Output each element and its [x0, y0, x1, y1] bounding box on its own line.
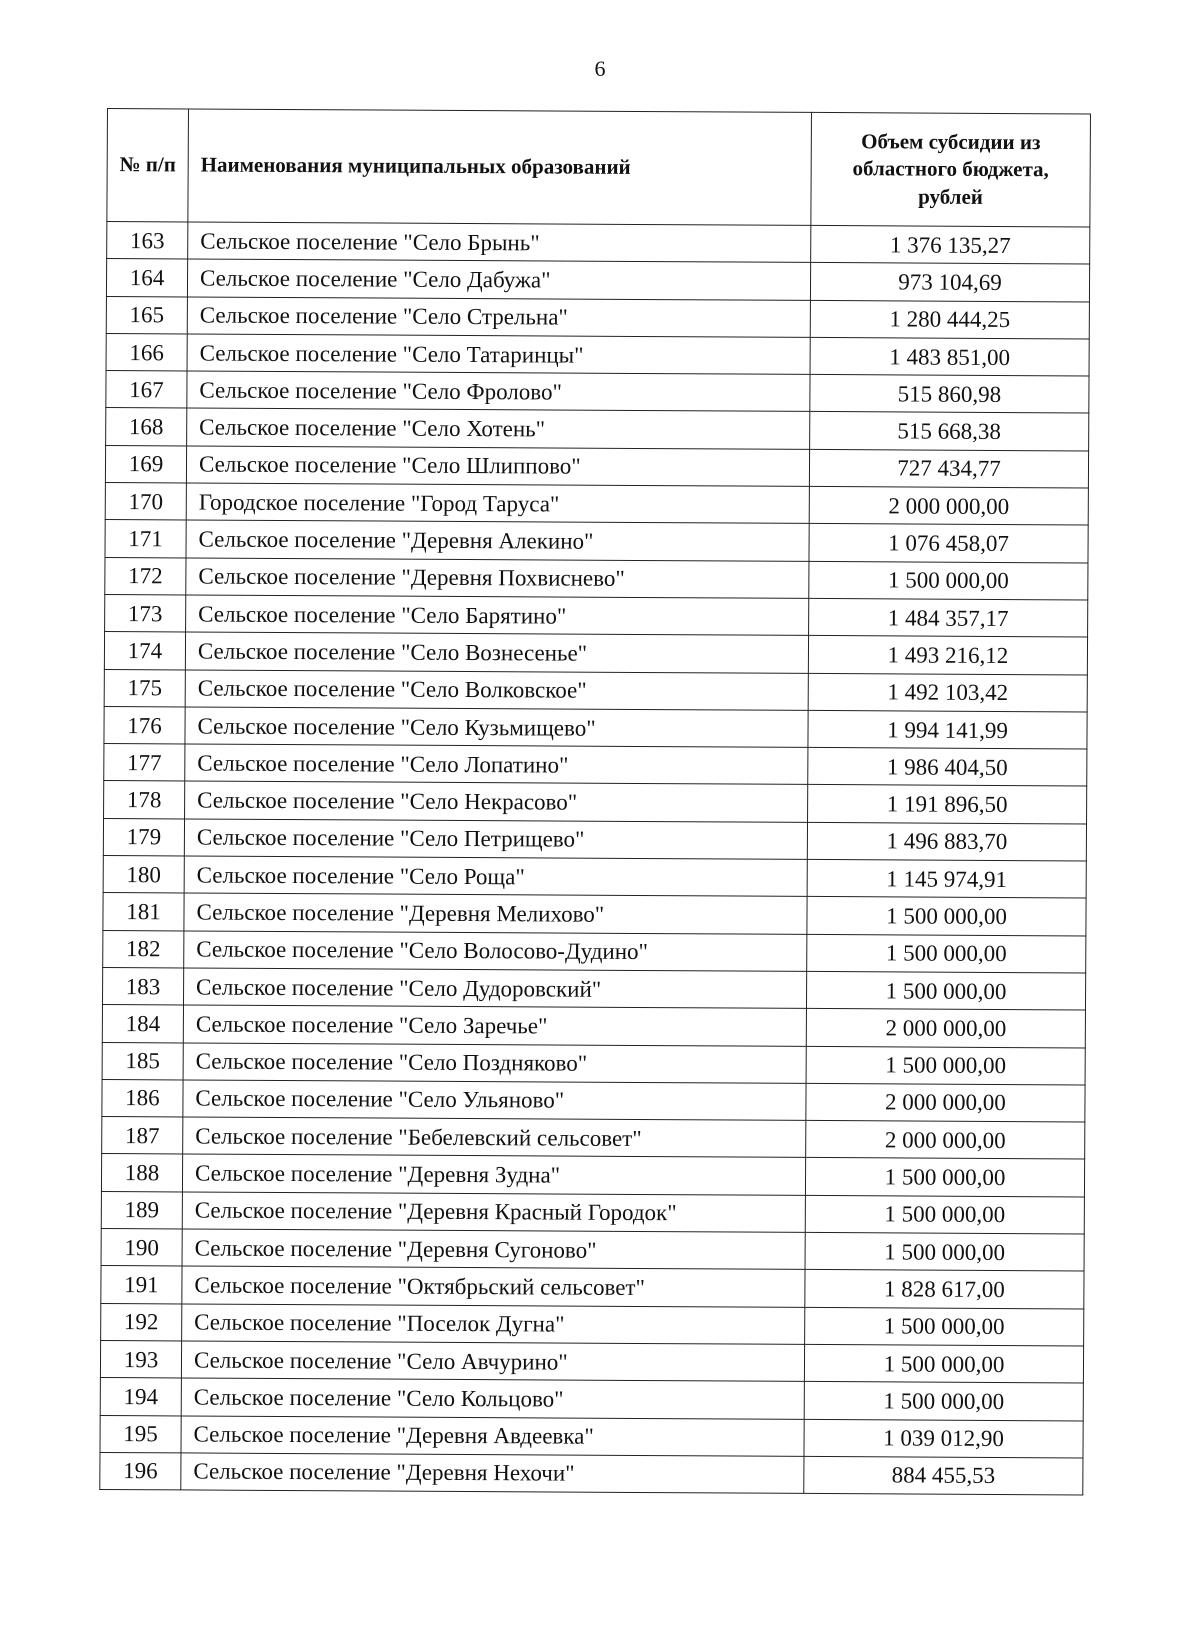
municipality-name: Сельское поселение "Село Шлиппово"	[186, 446, 809, 487]
municipality-name: Сельское поселение "Село Заречье"	[183, 1005, 806, 1046]
table-row	[106, 296, 1089, 339]
municipality-name: Сельское поселение "Село Лопатино"	[185, 744, 808, 785]
subsidy-amount: 1 483 851,00	[810, 337, 1089, 376]
row-number: 179	[103, 818, 184, 856]
row-number: 181	[103, 893, 184, 931]
table-body	[100, 222, 1090, 1496]
row-number: 192	[101, 1303, 182, 1341]
municipality-name: Сельское поселение "Деревня Красный Городок"	[182, 1192, 805, 1233]
subsidy-amount: 1 500 000,00	[805, 1307, 1084, 1346]
table-row	[101, 1229, 1084, 1272]
row-number: 187	[102, 1117, 183, 1155]
subsidy-amount: 2 000 000,00	[806, 1083, 1085, 1122]
municipality-name: Сельское поселение "Село Дабужа"	[187, 259, 810, 300]
table-row	[104, 632, 1087, 675]
row-number: 195	[100, 1415, 181, 1453]
table-row	[100, 1452, 1083, 1495]
subsidy-amount: 2 000 000,00	[806, 1121, 1085, 1160]
row-number: 189	[101, 1191, 182, 1229]
table-row	[105, 557, 1088, 600]
row-number: 172	[105, 557, 186, 595]
table-row	[103, 856, 1086, 899]
row-number: 196	[100, 1452, 181, 1490]
subsidy-amount: 1 484 357,17	[809, 598, 1088, 637]
municipality-name: Сельское поселение "Село Стрельна"	[187, 297, 810, 338]
row-number: 164	[106, 259, 187, 297]
row-number: 191	[101, 1266, 182, 1304]
row-number: 176	[104, 706, 185, 744]
row-number: 182	[103, 930, 184, 968]
municipality-name: Сельское поселение "Село Авчурино"	[181, 1341, 804, 1382]
subsidy-amount: 1 039 012,90	[804, 1419, 1083, 1458]
municipality-name: Сельское поселение "Село Ульяново"	[183, 1080, 806, 1121]
table-row	[105, 445, 1088, 488]
subsidy-amount: 1 500 000,00	[805, 1195, 1084, 1234]
row-number: 171	[105, 520, 186, 558]
municipality-name: Городское поселение "Город Таруса"	[186, 483, 809, 524]
table-row	[104, 744, 1087, 787]
table-row	[100, 1378, 1083, 1421]
table-row	[104, 781, 1087, 824]
table-row	[104, 669, 1087, 712]
row-number: 168	[106, 408, 187, 446]
municipality-name: Сельское поселение "Село Поздняково"	[183, 1042, 806, 1083]
municipality-name: Сельское поселение "Село Дудоровский"	[183, 968, 806, 1009]
header-number: № п/п	[107, 109, 189, 222]
municipality-name: Сельское поселение "Деревня Мелихово"	[184, 893, 807, 934]
table-row	[107, 222, 1090, 265]
table-row	[101, 1266, 1084, 1309]
table-row	[102, 1117, 1085, 1160]
subsidy-amount: 1 500 000,00	[806, 971, 1085, 1010]
row-number: 190	[101, 1229, 182, 1267]
table-row	[106, 371, 1089, 414]
table-row	[101, 1154, 1084, 1197]
municipality-name: Сельское поселение "Октябрьский сельсовет"	[182, 1266, 805, 1307]
subsidy-amount: 1 492 103,42	[808, 673, 1087, 712]
table-row	[105, 594, 1088, 637]
municipality-name: Сельское поселение "Село Фролово"	[187, 371, 810, 412]
municipality-name: Сельское поселение "Село Брынь"	[188, 222, 811, 263]
subsidy-amount: 1 376 135,27	[811, 225, 1090, 264]
table-row	[102, 1079, 1085, 1122]
row-number: 173	[105, 594, 186, 632]
row-number: 174	[104, 632, 185, 670]
subsidy-amount: 1 493 216,12	[808, 636, 1087, 675]
row-number: 165	[106, 296, 187, 334]
subsidy-amount: 2 000 000,00	[806, 1009, 1085, 1048]
municipality-name: Сельское поселение "Село Кольцово"	[181, 1378, 804, 1419]
row-number: 186	[102, 1079, 183, 1117]
row-number: 184	[102, 1005, 183, 1043]
municipality-name: Сельское поселение "Деревня Сугоново"	[182, 1229, 805, 1270]
table-row	[103, 930, 1086, 973]
subsidy-amount: 1 986 404,50	[808, 748, 1087, 787]
table-row	[101, 1191, 1084, 1234]
table-row	[103, 818, 1086, 861]
subsidy-amount: 1 828 617,00	[805, 1270, 1084, 1309]
subsidy-amount: 1 500 000,00	[805, 1232, 1084, 1271]
subsidy-amount: 1 280 444,25	[810, 300, 1089, 339]
subsidy-amount: 515 668,38	[810, 412, 1089, 451]
subsidy-amount: 2 000 000,00	[809, 487, 1088, 526]
municipality-name: Сельское поселение "Бебелевский сельсовет"	[183, 1117, 806, 1158]
subsidy-amount: 1 500 000,00	[806, 1046, 1085, 1085]
municipality-name: Сельское поселение "Село Волосово-Дудино"	[184, 931, 807, 972]
subsidy-amount: 1 076 458,07	[809, 524, 1088, 563]
municipality-name: Сельское поселение "Село Хотень"	[187, 408, 810, 449]
municipality-name: Сельское поселение "Деревня Нехочи"	[181, 1453, 804, 1494]
subsidy-amount: 1 500 000,00	[805, 1158, 1084, 1197]
row-number: 193	[100, 1340, 181, 1378]
table-row	[106, 408, 1089, 451]
subsidy-amount: 973 104,69	[810, 263, 1089, 302]
table-row	[102, 1042, 1085, 1085]
municipality-name: Сельское поселение "Село Барятино"	[186, 595, 809, 636]
municipality-name: Сельское поселение "Село Вознесенье"	[185, 632, 808, 673]
municipality-name: Сельское поселение "Село Роща"	[184, 856, 807, 897]
row-number: 169	[105, 445, 186, 483]
row-number: 185	[102, 1042, 183, 1080]
header-subsidy-amount: Объем субсидии из областного бюджета, рублей	[811, 112, 1091, 227]
row-number: 188	[101, 1154, 182, 1192]
table-row	[102, 1005, 1085, 1048]
table-row	[106, 259, 1089, 302]
municipality-name: Сельское поселение "Поселок Дугна"	[182, 1304, 805, 1345]
table-header	[107, 109, 1091, 227]
subsidy-amount: 1 191 896,50	[808, 785, 1087, 824]
subsidy-amount: 1 500 000,00	[809, 561, 1088, 600]
municipality-name: Сельское поселение "Село Татаринцы"	[187, 334, 810, 375]
subsidy-table-container	[99, 108, 1090, 1496]
subsidy-amount: 1 500 000,00	[807, 897, 1086, 936]
row-number: 175	[104, 669, 185, 707]
row-number: 177	[104, 744, 185, 782]
row-number: 166	[106, 333, 187, 371]
row-number: 180	[103, 856, 184, 894]
municipality-name: Сельское поселение "Деревня Алекино"	[186, 520, 809, 561]
table-row	[103, 893, 1086, 936]
subsidy-amount: 1 496 883,70	[807, 822, 1086, 861]
row-number: 183	[102, 967, 183, 1005]
subsidy-amount: 1 500 000,00	[804, 1382, 1083, 1421]
row-number: 170	[105, 483, 186, 521]
subsidy-amount: 727 434,77	[809, 449, 1088, 488]
subsidy-amount: 515 860,98	[810, 375, 1089, 414]
row-number: 194	[100, 1378, 181, 1416]
subsidy-amount: 1 500 000,00	[804, 1344, 1083, 1383]
table-row	[102, 967, 1085, 1010]
table-row	[104, 706, 1087, 749]
subsidy-table	[99, 108, 1091, 1496]
municipality-name: Сельское поселение "Деревня Похвиснево"	[186, 558, 809, 599]
row-number: 167	[106, 371, 187, 409]
table-row	[105, 520, 1088, 563]
subsidy-amount: 1 500 000,00	[807, 934, 1086, 973]
table-row	[100, 1415, 1083, 1458]
municipality-name: Сельское поселение "Село Некрасово"	[185, 781, 808, 822]
page-number: 6	[594, 56, 606, 81]
municipality-name: Сельское поселение "Деревня Зудна"	[182, 1154, 805, 1195]
municipality-name: Сельское поселение "Село Кузьмищево"	[185, 707, 808, 748]
municipality-name: Сельское поселение "Село Волковское"	[185, 670, 808, 711]
subsidy-amount: 884 455,53	[804, 1456, 1083, 1495]
header-municipality-name: Наименования муниципальных образований	[188, 109, 812, 225]
table-row	[100, 1340, 1083, 1383]
table-row	[106, 333, 1089, 376]
table-row	[101, 1303, 1084, 1346]
municipality-name: Сельское поселение "Деревня Авдеевка"	[181, 1415, 804, 1456]
table-row	[105, 483, 1088, 526]
header-row	[107, 109, 1091, 227]
row-number: 163	[107, 222, 188, 260]
municipality-name: Сельское поселение "Село Петрищево"	[184, 819, 807, 860]
subsidy-amount: 1 994 141,99	[808, 710, 1087, 749]
row-number: 178	[104, 781, 185, 819]
subsidy-amount: 1 145 974,91	[807, 859, 1086, 898]
